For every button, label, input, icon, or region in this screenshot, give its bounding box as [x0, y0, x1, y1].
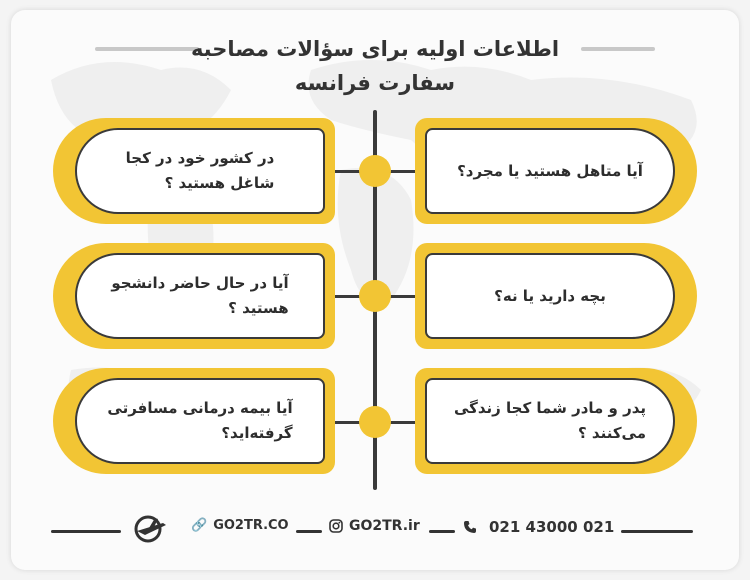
question-card-right-1 — [415, 118, 697, 224]
title-block — [11, 32, 739, 100]
question-text: پدر و مادر شما کجا زندگی می‌کنند ؟ — [453, 399, 647, 442]
question-card-right-2 — [415, 243, 697, 349]
phone-text: 021 43000 021 — [489, 518, 615, 536]
question-text: آیا متاهل هستید یا مجرد؟ — [457, 161, 643, 180]
footer — [11, 510, 739, 550]
question-card-left-3 — [53, 368, 335, 474]
question-card-right-3 — [415, 368, 697, 474]
footer-instagram[interactable] — [329, 518, 420, 534]
website-text: GO2TR.CO — [213, 518, 289, 533]
link-icon: 🔗 — [191, 518, 208, 533]
question-text: بچه دارید یا نه؟ — [494, 286, 606, 305]
phone-icon — [463, 520, 477, 534]
question-text: آیا در حال حاضر دانشجو هستید ؟ — [111, 274, 289, 317]
plane-logo-icon — [133, 514, 167, 544]
title-line-1: اطلاعات اولیه برای سؤالات مصاحبه — [190, 37, 560, 61]
instagram-text: GO2TR.ir — [349, 518, 420, 534]
footer-left-dash — [51, 530, 121, 533]
instagram-icon — [329, 519, 343, 533]
question-text: آیا بیمه درمانی مسافرتی گرفته‌اید؟ — [107, 399, 293, 442]
infographic-card — [11, 10, 739, 570]
timeline-node — [359, 155, 391, 187]
footer-sep-dash — [296, 530, 322, 533]
timeline-node — [359, 406, 391, 438]
question-card-left-1 — [53, 118, 335, 224]
question-card-left-2 — [53, 243, 335, 349]
footer-right-dash — [621, 530, 693, 533]
footer-phone[interactable] — [463, 518, 614, 536]
footer-sep-dash — [429, 530, 455, 533]
timeline-node — [359, 280, 391, 312]
question-text: در کشور خود در کجا شاغل هستید ؟ — [125, 149, 275, 192]
footer-logo — [133, 514, 167, 544]
title-line-2: سفارت فرانسه — [294, 71, 456, 95]
footer-website[interactable] — [191, 518, 289, 533]
